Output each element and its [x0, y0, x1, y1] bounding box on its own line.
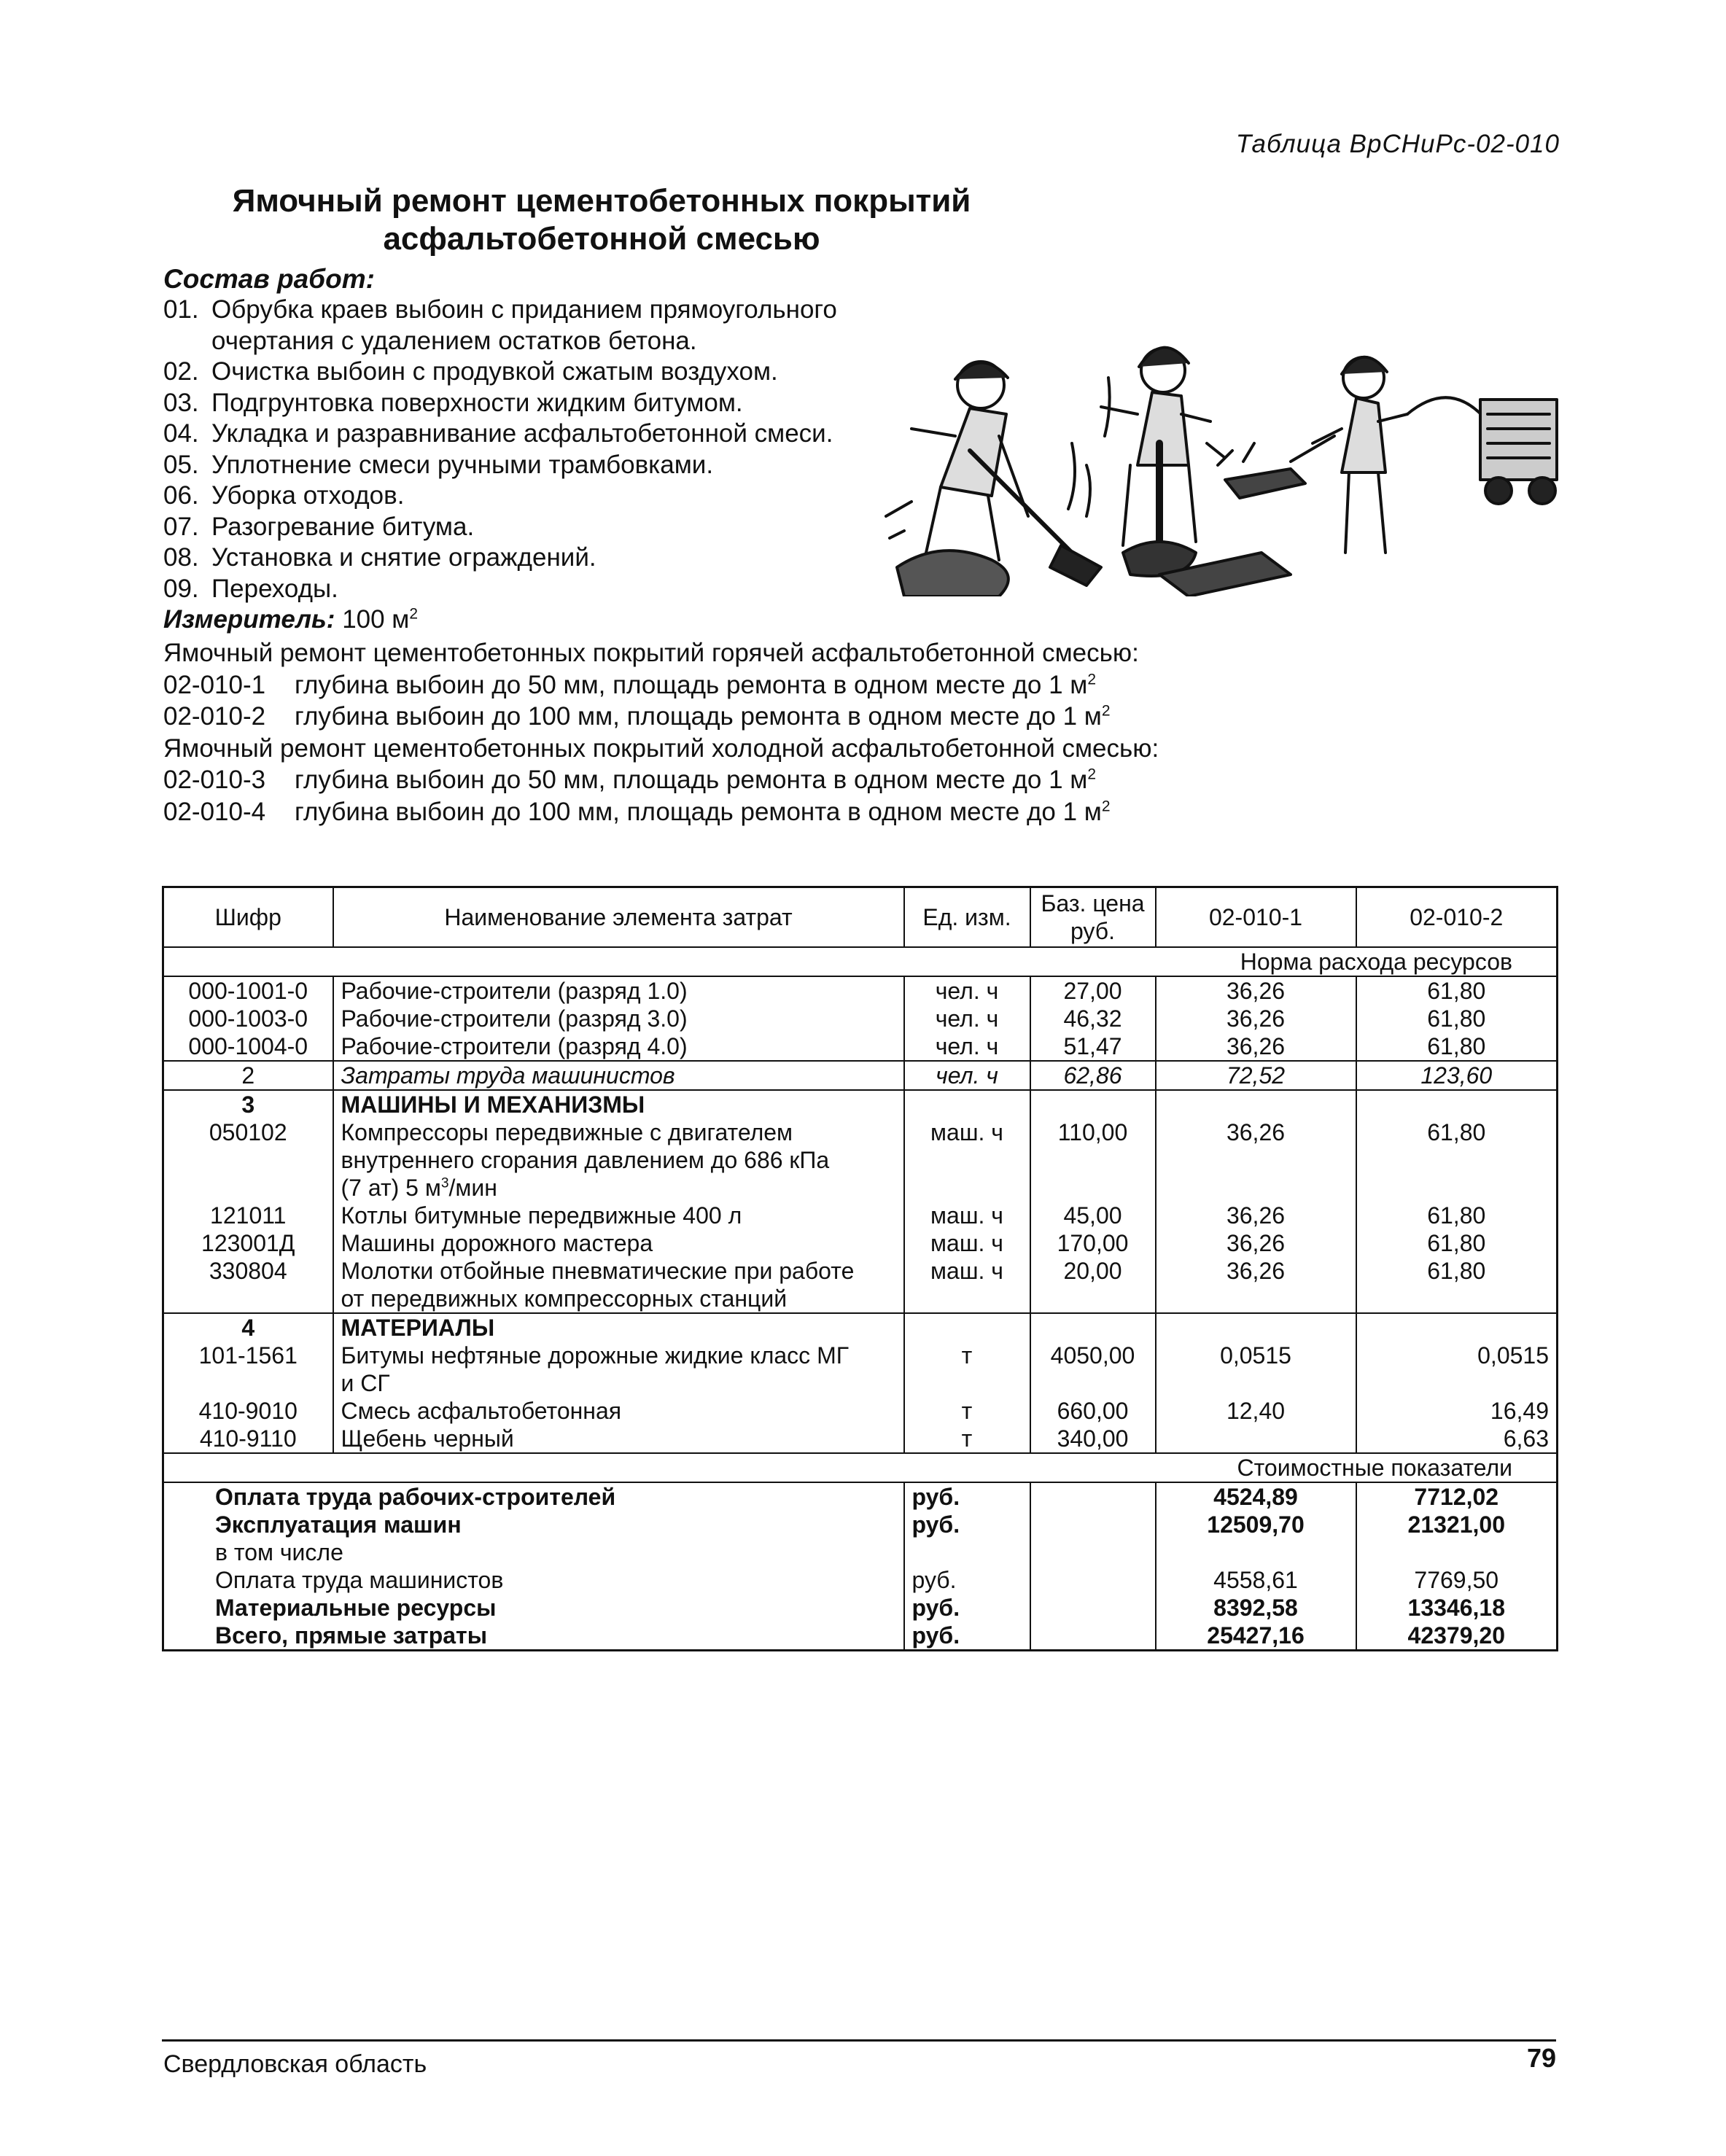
- cost-v2: 13346,18: [1356, 1594, 1558, 1622]
- cell-name: Рабочие-строители (разряд 4.0): [333, 1032, 904, 1061]
- header-col1: 02-010-1: [1156, 887, 1356, 948]
- cell-unit: чел. ч: [904, 976, 1030, 1005]
- cell-code: 123001Д: [201, 1230, 295, 1256]
- variant-sup: 2: [1101, 702, 1111, 720]
- cell-code: 101-1561: [198, 1342, 298, 1369]
- cell-unit: чел. ч: [904, 1061, 1030, 1090]
- cell-v1: 36,26: [1156, 1118, 1356, 1202]
- cell-name-sup: 3: [440, 1175, 449, 1191]
- variant-text: глубина выбоин до 50 мм, площадь ремонта в одном месте до 1 м: [295, 670, 1088, 699]
- cell-name: Котлы битумные передвижные 400 л: [333, 1202, 904, 1229]
- work-item: [163, 388, 907, 419]
- cell-v1: 36,26: [1156, 1202, 1356, 1229]
- table-row: [163, 1118, 1558, 1202]
- header-code: Шифр: [214, 904, 281, 930]
- cost-row: [163, 1566, 1558, 1594]
- works-heading: Состав работ:: [163, 264, 375, 294]
- work-item-text: Уплотнение смеси ручными трамбовками.: [211, 450, 714, 479]
- cell-name: [333, 1257, 904, 1313]
- table-row: [163, 1032, 1558, 1061]
- work-item-number: 07.: [163, 512, 199, 541]
- cell-name-line: внутреннего сгорания давлением до 686 кПа: [341, 1147, 830, 1173]
- work-item-number: 01.: [163, 295, 199, 324]
- table-row: [163, 976, 1558, 1005]
- variant-02-010-2: [163, 701, 1159, 733]
- cost-table: [162, 886, 1558, 1651]
- variant-sup: 2: [1087, 766, 1097, 783]
- cost-v2: 7712,02: [1356, 1482, 1558, 1511]
- road-workers-illustration: [882, 334, 1568, 596]
- cell-name: МАТЕРИАЛЫ: [333, 1313, 904, 1342]
- header-col2: 02-010-2: [1356, 887, 1558, 948]
- cost-v1: 12509,70: [1156, 1511, 1356, 1538]
- cell-name-part: (7 ат) 5 м: [341, 1175, 441, 1201]
- cell-v1: 36,26: [1156, 976, 1356, 1005]
- cell-price: 45,00: [1030, 1202, 1156, 1229]
- work-item-number: [163, 326, 211, 357]
- cell-code: 3: [241, 1091, 255, 1118]
- cell-code: 2: [241, 1062, 255, 1089]
- header-price: [1030, 887, 1156, 948]
- cell-name: Затраты труда машинистов: [333, 1061, 904, 1090]
- cell-name: Рабочие-строители (разряд 1.0): [333, 976, 904, 1005]
- table-row: [163, 1005, 1558, 1032]
- measure-label: Измеритель:: [163, 605, 335, 634]
- variant-sup: 2: [1101, 797, 1111, 814]
- variant-text: глубина выбоин до 100 мм, площадь ремонта в одном месте до 1 м: [295, 797, 1102, 826]
- cell-price: 51,47: [1030, 1032, 1156, 1061]
- cost-v1: 8392,58: [1156, 1594, 1356, 1622]
- work-item-number: 08.: [163, 543, 199, 572]
- cost-v1: 4558,61: [1156, 1566, 1356, 1594]
- measure-line: [163, 605, 418, 634]
- work-item-text: Подгрунтовка поверхности жидким битумом.: [211, 388, 743, 417]
- work-item-text: Установка и снятие ограждений.: [211, 543, 596, 572]
- variant-text: глубина выбоин до 50 мм, площадь ремонта в одном месте до 1 м: [295, 766, 1088, 794]
- cost-name: Эксплуатация машин: [215, 1511, 462, 1538]
- work-item-text: Разогревание битума.: [211, 512, 475, 541]
- cell-price: 20,00: [1030, 1257, 1156, 1313]
- cost-unit: руб.: [904, 1566, 1030, 1594]
- cell-price: 110,00: [1030, 1118, 1156, 1202]
- cost-row: [163, 1482, 1558, 1511]
- cell-v2: 0,0515: [1356, 1342, 1558, 1397]
- cell-name: МАШИНЫ И МЕХАНИЗМЫ: [333, 1090, 904, 1118]
- cell-price: 62,86: [1030, 1061, 1156, 1090]
- section-row: [163, 1090, 1558, 1118]
- variant-sup: 2: [1087, 670, 1097, 688]
- work-item-number: 09.: [163, 574, 199, 603]
- work-item: [163, 542, 907, 574]
- cell-v2: 61,80: [1356, 1257, 1558, 1313]
- cost-unit: руб.: [904, 1622, 1030, 1651]
- cell-name: Рабочие-строители (разряд 3.0): [333, 1005, 904, 1032]
- work-item-number: 03.: [163, 388, 199, 417]
- work-item-number: 05.: [163, 450, 199, 479]
- norm-section-row: [163, 947, 1558, 976]
- work-item: [163, 512, 907, 543]
- work-item: [163, 326, 907, 357]
- work-item: [163, 574, 907, 605]
- norm-label: Норма расхода ресурсов: [1240, 949, 1512, 975]
- compressor-machine: [1480, 400, 1557, 504]
- work-item-number: 04.: [163, 419, 199, 448]
- cost-name: Всего, прямые затраты: [215, 1622, 488, 1649]
- variant-code: 02-010-1: [163, 670, 266, 699]
- title-line-2: асфальтобетонной смесью: [383, 221, 820, 257]
- work-item-text: Укладка и разравнивание асфальтобетонной смеси.: [211, 419, 833, 448]
- variant-02-010-1: [163, 669, 1159, 701]
- cost-row: [163, 1511, 1558, 1538]
- cell-unit: маш. ч: [904, 1202, 1030, 1229]
- table-header-row: [163, 887, 1558, 948]
- cell-v1: 36,26: [1156, 1257, 1356, 1313]
- work-item-text: Уборка отходов.: [211, 481, 405, 510]
- hot-mix-intro: Ямочный ремонт цементобетонных покрытий горячей асфальтобетонной смесью:: [163, 639, 1139, 667]
- variants-list: [163, 637, 1159, 828]
- cell-v2: 6,63: [1356, 1425, 1558, 1453]
- variant-text: глубина выбоин до 100 мм, площадь ремонта в одном месте до 1 м: [295, 702, 1102, 731]
- cell-name-line: [341, 1174, 896, 1202]
- cell-name-line: Молотки отбойные пневматические при работе: [341, 1258, 855, 1284]
- page-title: [160, 182, 1043, 258]
- page-number: 79: [1526, 2043, 1556, 2073]
- cell-v1: [1156, 1425, 1356, 1453]
- table-row: [163, 1229, 1558, 1257]
- work-item-number: 06.: [163, 481, 199, 510]
- cell-v1: 36,26: [1156, 1229, 1356, 1257]
- cost-unit: руб.: [904, 1511, 1030, 1538]
- work-item-text: очертания с удалением остатков бетона.: [211, 326, 697, 355]
- cost-name: Оплата труда рабочих-строителей: [215, 1484, 616, 1510]
- cold-mix-intro: Ямочный ремонт цементобетонных покрытий холодной асфальтобетонной смесью:: [163, 733, 1159, 763]
- worker-jackhammer-figure: [1068, 348, 1210, 576]
- cost-row: [163, 1538, 1558, 1566]
- section-row: [163, 1313, 1558, 1342]
- cost-name: Материальные ресурсы: [215, 1595, 497, 1621]
- cell-price: 46,32: [1030, 1005, 1156, 1032]
- measure-value: 100 м: [342, 605, 410, 634]
- cell-code: 000-1003-0: [188, 1005, 308, 1032]
- cell-name: Машины дорожного мастера: [333, 1229, 904, 1257]
- cell-name-line: и СГ: [341, 1370, 390, 1396]
- cell-unit: маш. ч: [904, 1257, 1030, 1313]
- variant-code: 02-010-4: [163, 797, 266, 826]
- cost-row: [163, 1594, 1558, 1622]
- work-item: [163, 419, 907, 450]
- cell-code: 4: [241, 1315, 255, 1341]
- cell-name-line: от передвижных компрессорных станций: [341, 1285, 788, 1312]
- cell-v2: 123,60: [1356, 1061, 1558, 1090]
- header-price-line2: руб.: [1070, 918, 1115, 944]
- footer-region: Свердловская область: [163, 2050, 427, 2078]
- cost-row: [163, 1622, 1558, 1651]
- work-item: [163, 357, 907, 388]
- work-item: [163, 480, 907, 512]
- cost-v2: 7769,50: [1356, 1566, 1558, 1594]
- cell-price: 27,00: [1030, 976, 1156, 1005]
- work-item: [163, 450, 907, 481]
- cell-name-line: Компрессоры передвижные с двигателем: [341, 1119, 793, 1145]
- cell-unit: чел. ч: [904, 1032, 1030, 1061]
- measure-sup: 2: [409, 605, 419, 623]
- cost-unit: руб.: [904, 1482, 1030, 1511]
- cost-unit: руб.: [904, 1594, 1030, 1622]
- table-row: [163, 1342, 1558, 1397]
- cell-unit: маш. ч: [904, 1118, 1030, 1202]
- table-reference: Таблица ВрСНиРс-02-010: [1235, 130, 1560, 158]
- table-row: [163, 1061, 1558, 1090]
- header-price-line1: Баз. цена: [1041, 890, 1145, 917]
- cell-code: 121011: [210, 1202, 287, 1229]
- cell-v2: 61,80: [1356, 1229, 1558, 1257]
- cell-v1: 0,0515: [1156, 1342, 1356, 1397]
- cell-name: Щебень черный: [333, 1425, 904, 1453]
- cell-v1: 36,26: [1156, 1032, 1356, 1061]
- cell-price: 4050,00: [1030, 1342, 1156, 1397]
- cell-v2: 61,80: [1356, 976, 1558, 1005]
- table-row: [163, 1397, 1558, 1425]
- cell-name: Смесь асфальтобетонная: [333, 1397, 904, 1425]
- work-item-text: Очистка выбоин с продувкой сжатым воздухом.: [211, 357, 778, 386]
- cell-name-part: /мин: [448, 1175, 497, 1201]
- cell-v2: 61,80: [1356, 1118, 1558, 1202]
- cell-v1: 72,52: [1156, 1061, 1356, 1090]
- cell-code: 000-1004-0: [188, 1033, 308, 1059]
- cell-v2: 61,80: [1356, 1202, 1558, 1229]
- cell-code: 050102: [209, 1119, 287, 1145]
- header-unit: Ед. изм.: [904, 887, 1030, 948]
- cell-price: 340,00: [1030, 1425, 1156, 1453]
- cell-unit: чел. ч: [904, 1005, 1030, 1032]
- work-item-number: 02.: [163, 357, 199, 386]
- cell-name-line: Битумы нефтяные дорожные жидкие класс МГ: [341, 1342, 850, 1369]
- cost-name: в том числе: [215, 1539, 343, 1565]
- table-row: [163, 1257, 1558, 1313]
- cell-v1: 12,40: [1156, 1397, 1356, 1425]
- variant-code: 02-010-2: [163, 702, 266, 731]
- title-line-1: Ямочный ремонт цементобетонных покрытий: [232, 183, 971, 219]
- cost-label: Стоимостные показатели: [1237, 1455, 1512, 1481]
- cell-code: 330804: [209, 1258, 287, 1284]
- header-name: Наименование элемента затрат: [333, 887, 904, 948]
- cell-price: 170,00: [1030, 1229, 1156, 1257]
- cell-v2: 16,49: [1356, 1397, 1558, 1425]
- variant-02-010-4: [163, 796, 1159, 828]
- cell-code: 000-1001-0: [188, 978, 308, 1004]
- worker-shovel-figure: [886, 362, 1101, 596]
- cost-v1: 25427,16: [1156, 1622, 1356, 1651]
- cell-code: 410-9110: [199, 1425, 297, 1452]
- works-list: [163, 295, 907, 604]
- variant-code: 02-010-3: [163, 766, 266, 794]
- cost-v2: 42379,20: [1356, 1622, 1558, 1651]
- cell-v2: 61,80: [1356, 1005, 1558, 1032]
- variant-02-010-3: [163, 764, 1159, 796]
- cell-name: [333, 1342, 904, 1397]
- cell-unit: т: [904, 1425, 1030, 1453]
- table-row: [163, 1425, 1558, 1453]
- cell-name: [333, 1118, 904, 1202]
- cell-unit: т: [904, 1342, 1030, 1397]
- cost-section-row: [163, 1453, 1558, 1482]
- cost-v1: 4524,89: [1156, 1482, 1356, 1511]
- work-item-text: Переходы.: [211, 574, 338, 603]
- table-row: [163, 1202, 1558, 1229]
- footer-divider: [162, 2039, 1556, 2042]
- cost-name: Оплата труда машинистов: [215, 1567, 504, 1593]
- worker-hose-figure: [1313, 357, 1488, 553]
- cell-unit: маш. ч: [904, 1229, 1030, 1257]
- cell-unit: т: [904, 1397, 1030, 1425]
- cell-code: 410-9010: [198, 1398, 298, 1424]
- cell-price: 660,00: [1030, 1397, 1156, 1425]
- work-item-text: Обрубка краев выбоин с приданием прямоугольного: [211, 295, 837, 324]
- cell-v1: 36,26: [1156, 1005, 1356, 1032]
- work-item: [163, 295, 907, 326]
- cost-v2: 21321,00: [1356, 1511, 1558, 1538]
- cell-v2: 61,80: [1356, 1032, 1558, 1061]
